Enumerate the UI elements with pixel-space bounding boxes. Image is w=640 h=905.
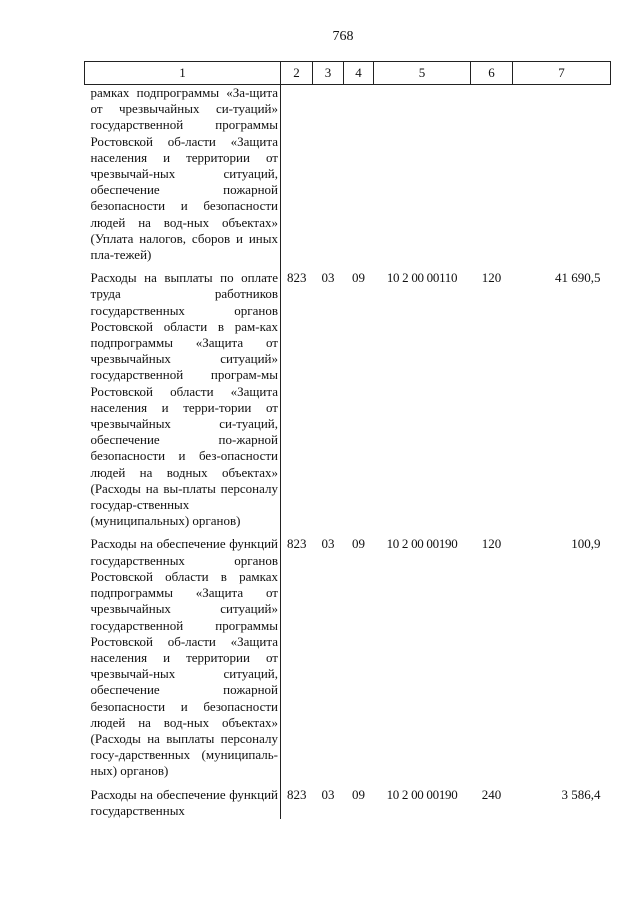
row-ministry-code: 823 [287,270,307,286]
row-subsection-code: 09 [352,536,365,552]
column-header-1: 1 [85,62,281,85]
row-amount: 3 586,4 [561,786,601,802]
column-header-6: 6 [471,62,513,85]
row-amount [513,85,611,264]
row-expense-type: 120 [481,270,502,286]
row-target-code [374,85,471,264]
row-expense-type [471,85,513,264]
row-amount: 41 690,5 [555,270,601,286]
column-header-4: 4 [344,62,374,85]
row-target-code: 10 2 00 00110 [386,270,458,286]
row-description: рамках подпрограммы «За-щита от чрезвычайных си-туаций» государственной программы Ростовской об-ласти «Защита населения и территории от чрезвычай-ных ситуаций, обеспечение пожарной безопасности и безопасности людей на вод-ных объектах» (Уплата налогов, сборов и иных пла-тежей) [85,85,281,264]
row-expense-type: 240 [481,786,502,802]
budget-table [84,61,611,819]
row-section-code: 03 [321,536,335,552]
table-header-row [85,62,611,85]
column-header-3: 3 [313,62,344,85]
column-header-7: 7 [513,62,611,85]
row-ministry-code [281,85,313,264]
row-section-code: 03 [321,270,335,286]
column-header-2: 2 [281,62,313,85]
row-expense-type: 120 [481,536,502,552]
row-description: Расходы на обеспечение функций государственных органов Ростовской области в рамках подпрограммы «Защита от чрезвычайных ситуаций» государственной программы Ростовской об-ласти «Защита населения и территории от чрезвычай-ных ситуаций, обеспечение пожарной безопасности и безопасности людей на вод-ных объектах» (Расходы на выплаты персоналу госу-дарственных (муниципаль-ных) органов) [85,529,281,779]
row-target-code: 10 2 00 00190 [386,786,458,802]
row-subsection-code: 09 [352,786,365,802]
row-subsection-code: 09 [352,270,365,286]
row-ministry-code: 823 [287,536,307,552]
column-header-5: 5 [374,62,471,85]
row-description: Расходы на выплаты по оплате труда работников государственных органов Ростовской области в рам-ках подпрограммы «Защита от чрезвычайных ситуаций» государственной програм-мы Ростовской области «Защита населения и терри-тории от чрезвычайных си-туаций, обеспечение по-жарной безопасности и без-опасности людей на водных объектах» (Расходы на вы-платы персоналу государ-ственных (муниципальных) органов) [85,263,281,529]
row-amount: 100,9 [571,536,601,552]
table-row [85,780,611,819]
row-ministry-code: 823 [287,786,307,802]
table-row [85,529,611,779]
row-section-code [313,85,344,264]
row-section-code: 03 [321,786,335,802]
row-description: Расходы на обеспечение функций государственных [85,780,281,819]
page-number: 768 [332,29,354,44]
row-subsection-code [344,85,374,264]
row-target-code: 10 2 00 00190 [386,536,458,552]
table-row [85,85,611,264]
table-row [85,263,611,529]
